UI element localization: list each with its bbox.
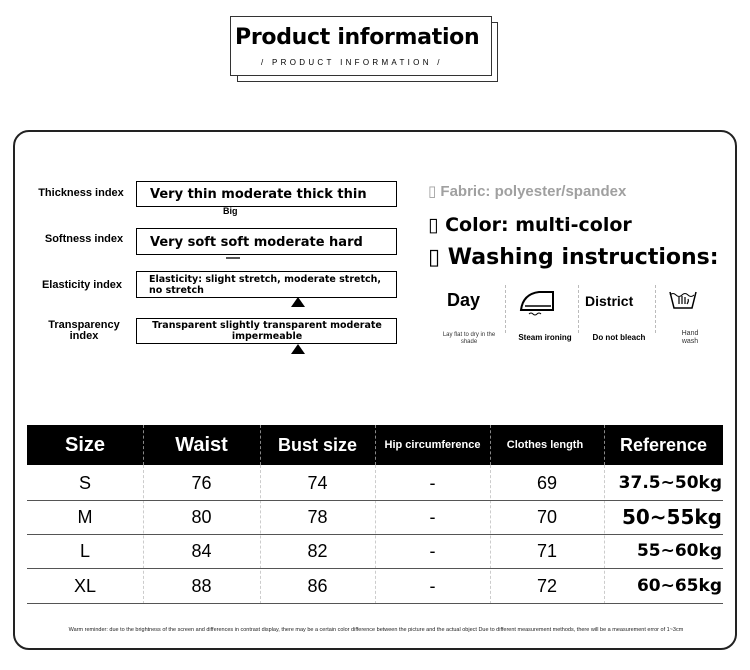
page-subtitle: / PRODUCT INFORMATION / bbox=[261, 58, 443, 67]
wash-divider bbox=[505, 285, 506, 333]
softness-marker bbox=[226, 256, 240, 259]
col-header-reference: Reference bbox=[619, 435, 708, 455]
table-cell: 70 bbox=[536, 507, 558, 527]
wash-divider bbox=[578, 285, 579, 333]
transparency-index-scale bbox=[136, 318, 397, 344]
table-cell: M bbox=[77, 507, 93, 527]
table-cell: - bbox=[429, 541, 436, 561]
table-cell-reference: 60~65kg bbox=[636, 576, 722, 596]
table-cell: - bbox=[429, 507, 436, 527]
wash-caption-bleach: Do not bleach bbox=[592, 333, 646, 342]
table-cell: 82 bbox=[307, 541, 328, 561]
table-cell: S bbox=[78, 473, 91, 493]
table-cell-reference: 50~55kg bbox=[621, 505, 722, 529]
elasticity-index-scale bbox=[136, 271, 397, 298]
iron-icon bbox=[517, 286, 559, 316]
thickness-index-label: Thickness index bbox=[38, 187, 124, 199]
wash-caption-iron: Steam ironing bbox=[518, 333, 572, 342]
table-cell-reference: 55~60kg bbox=[636, 541, 722, 561]
fabric-info: ▯ Fabric: polyester/spandex bbox=[428, 183, 627, 200]
thickness-options: Very thin moderate thick thin bbox=[150, 187, 367, 202]
warm-reminder-note: Warm reminder: due to the brightness of the screen and differences in contrast display, there may be a certain color difference between the picture and the actual object Due to different measurement methods, there will be a measurement error of 1~3cm bbox=[68, 627, 684, 633]
wash-caption-hand: Hand wash bbox=[681, 330, 699, 345]
color-info: ▯ Color: multi-color bbox=[428, 214, 632, 236]
table-cell: 72 bbox=[536, 576, 558, 596]
washing-title: ▯ Washing instructions: bbox=[428, 245, 719, 270]
hand-wash-icon bbox=[667, 286, 699, 312]
elasticity-options: Elasticity: slight stretch, moderate stretch, no stretch bbox=[149, 274, 382, 296]
col-header-size: Size bbox=[64, 434, 106, 456]
elasticity-marker bbox=[291, 297, 305, 307]
col-header-length: Clothes length bbox=[506, 439, 584, 451]
table-cell: 84 bbox=[191, 541, 212, 561]
table-cell: - bbox=[429, 576, 436, 596]
table-cell-reference: 37.5~50kg bbox=[618, 473, 722, 493]
table-cell: 74 bbox=[307, 473, 328, 493]
header-frame bbox=[230, 16, 492, 76]
table-cell: 88 bbox=[191, 576, 212, 596]
thickness-index-scale bbox=[136, 181, 397, 207]
col-header-hip: Hip circumference bbox=[384, 439, 481, 451]
softness-options: Very soft soft moderate hard bbox=[150, 235, 363, 250]
elasticity-index-label: Elasticity index bbox=[41, 279, 123, 291]
table-cell: 71 bbox=[536, 541, 558, 561]
wash-symbol-district: District bbox=[585, 293, 634, 309]
table-cell: 80 bbox=[191, 507, 212, 527]
table-cell: 69 bbox=[536, 473, 558, 493]
transparency-options: Transparent slightly transparent moderate impermeable bbox=[152, 320, 382, 342]
col-header-waist: Waist bbox=[175, 434, 228, 456]
table-cell: 76 bbox=[191, 473, 212, 493]
softness-index-label: Softness index bbox=[44, 233, 124, 245]
table-cell: - bbox=[429, 473, 436, 493]
thickness-selected: Big bbox=[223, 206, 238, 216]
wash-divider bbox=[655, 285, 656, 333]
table-cell: 86 bbox=[307, 576, 328, 596]
table-cell: 78 bbox=[307, 507, 328, 527]
wash-caption-day: Lay flat to dry in the shade bbox=[442, 332, 496, 345]
size-table-header bbox=[27, 425, 723, 465]
table-cell: XL bbox=[73, 576, 97, 596]
page-title: Product information bbox=[235, 25, 480, 50]
transparency-index-label: Transparency index bbox=[48, 319, 120, 342]
softness-index-scale bbox=[136, 228, 397, 255]
col-header-bust: Bust size bbox=[277, 435, 358, 455]
wash-symbol-day: Day bbox=[447, 290, 481, 310]
table-cell: L bbox=[79, 541, 90, 561]
transparency-marker bbox=[291, 344, 305, 354]
